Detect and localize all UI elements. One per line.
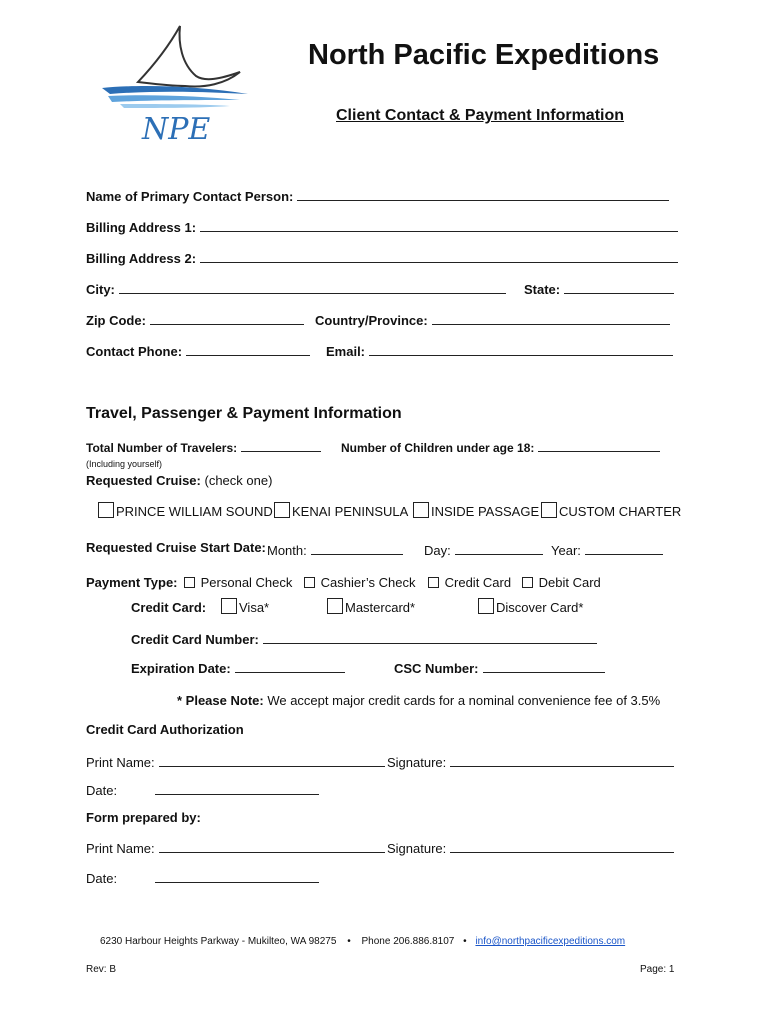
card-number-label: Credit Card Number:	[131, 632, 259, 647]
card-label: Mastercard*	[345, 600, 416, 615]
day-label: Day:	[424, 543, 451, 558]
zip-label: Zip Code:	[86, 313, 146, 328]
expiration-label: Expiration Date:	[131, 661, 231, 676]
checkbox[interactable]	[98, 502, 114, 518]
checkbox[interactable]	[478, 598, 494, 614]
billing1-row	[86, 217, 678, 235]
email-label: Email:	[326, 344, 366, 359]
company-logo	[100, 24, 250, 149]
card-number-row	[131, 629, 597, 647]
prep-date-row	[86, 868, 319, 886]
billing2-row	[86, 248, 678, 266]
checkbox[interactable]	[221, 598, 237, 614]
footer-email-link[interactable]: info@northpacificexpeditions.com	[475, 936, 626, 947]
prep-print-name-field[interactable]	[159, 838, 385, 853]
auth-signature-label: Signature:	[387, 755, 447, 770]
month-label: Month:	[267, 543, 307, 558]
including-note: (Including yourself)	[86, 459, 163, 469]
checkbox[interactable]	[184, 577, 195, 588]
page-number: Page: 1	[640, 964, 675, 975]
fee-note-text: We accept major credit cards for a nominal convenience fee of 3.5%	[267, 693, 661, 708]
year-label: Year:	[551, 543, 581, 558]
primary-contact-field[interactable]	[297, 186, 669, 201]
bullet-icon: •	[463, 936, 467, 947]
month-field[interactable]	[311, 540, 403, 555]
credit-card-label: Credit Card:	[131, 600, 207, 615]
phone-row	[86, 341, 310, 359]
logo-monogram: NPE	[142, 112, 211, 147]
auth-print-name-field[interactable]	[159, 752, 385, 767]
fee-note-bold: * Please Note:	[177, 693, 264, 708]
city-row	[86, 279, 506, 297]
checkbox[interactable]	[522, 577, 533, 588]
payment-option-credit[interactable]	[428, 575, 511, 590]
auth-signature-field[interactable]	[450, 752, 674, 767]
prep-date-label: Date:	[86, 871, 118, 886]
travel-heading: Travel, Passenger & Payment Information	[86, 405, 402, 422]
billing1-label: Billing Address 1:	[86, 220, 197, 235]
revision-label: Rev: B	[86, 964, 117, 975]
fee-note	[177, 693, 660, 708]
cruise-label: INSIDE PASSAGE	[431, 504, 540, 519]
payment-label: Personal Check	[200, 575, 293, 590]
cruise-label: PRINCE WILLIAM SOUND	[116, 504, 273, 519]
requested-cruise-row	[86, 473, 272, 488]
start-date-label: Requested Cruise Start Date:	[86, 540, 266, 555]
email-field[interactable]	[369, 341, 673, 356]
prep-signature-row	[387, 838, 674, 856]
card-option-discover[interactable]	[478, 598, 583, 615]
primary-contact-row	[86, 186, 669, 204]
prepared-heading: Form prepared by:	[86, 810, 201, 825]
card-label: Discover Card*	[496, 600, 584, 615]
auth-date-row	[86, 780, 319, 798]
country-label: Country/Province:	[315, 313, 428, 328]
day-field[interactable]	[455, 540, 543, 555]
csc-field[interactable]	[483, 658, 605, 673]
payment-option-cashiers[interactable]	[304, 575, 416, 590]
payment-option-personal[interactable]	[184, 575, 292, 590]
company-name: North Pacific Expeditions	[308, 39, 660, 71]
payment-type-label: Payment Type:	[86, 575, 178, 590]
zip-field[interactable]	[150, 310, 304, 325]
year-field[interactable]	[585, 540, 663, 555]
state-field[interactable]	[564, 279, 674, 294]
auth-date-label: Date:	[86, 783, 118, 798]
requested-cruise-label: Requested Cruise:	[86, 473, 201, 488]
year-row	[551, 540, 663, 558]
cruise-option-pws[interactable]	[98, 502, 273, 519]
total-travelers-label: Total Number of Travelers:	[86, 441, 238, 455]
city-field[interactable]	[119, 279, 506, 294]
cruise-option-custom[interactable]	[541, 502, 681, 519]
city-label: City:	[86, 282, 115, 297]
day-row	[424, 540, 543, 558]
card-label: Visa*	[239, 600, 270, 615]
billing2-label: Billing Address 2:	[86, 251, 197, 266]
phone-field[interactable]	[186, 341, 310, 356]
cruise-label: CUSTOM CHARTER	[559, 504, 682, 519]
primary-contact-label: Name of Primary Contact Person:	[86, 189, 294, 204]
state-row	[524, 279, 674, 297]
phone-label: Contact Phone:	[86, 344, 183, 359]
auth-date-field[interactable]	[155, 780, 319, 795]
prep-print-name-row	[86, 838, 385, 856]
billing2-field[interactable]	[200, 248, 678, 263]
month-row	[267, 540, 403, 558]
footer-address: 6230 Harbour Heights Parkway - Mukilteo, WA 98275	[100, 936, 337, 947]
requested-cruise-hint: (check one)	[204, 473, 273, 488]
zip-row	[86, 310, 304, 328]
children-row	[341, 439, 660, 455]
country-row	[315, 310, 670, 328]
prep-print-name-label: Print Name:	[86, 841, 155, 856]
checkbox[interactable]	[304, 577, 315, 588]
cruise-option-kenai[interactable]	[274, 502, 408, 519]
checkbox[interactable]	[428, 577, 439, 588]
payment-label: Debit Card	[538, 575, 601, 590]
checkbox[interactable]	[541, 502, 557, 518]
billing1-field[interactable]	[200, 217, 678, 232]
csc-label: CSC Number:	[394, 661, 479, 676]
form-subtitle: Client Contact & Payment Information	[336, 107, 625, 124]
footer-phone: Phone 206.886.8107	[361, 936, 455, 947]
email-row	[326, 341, 673, 359]
prep-date-field[interactable]	[155, 868, 319, 883]
prep-signature-label: Signature:	[387, 841, 447, 856]
children-label: Number of Children under age 18:	[341, 441, 535, 455]
cruise-label: KENAI PENINSULA	[292, 504, 409, 519]
payment-label: Credit Card	[444, 575, 512, 590]
auth-print-name-row	[86, 752, 385, 770]
card-number-field[interactable]	[263, 629, 597, 644]
csc-row	[394, 658, 605, 676]
card-option-visa[interactable]	[221, 598, 269, 615]
bullet-icon: •	[347, 936, 351, 947]
total-travelers-row	[86, 439, 321, 455]
authorization-heading: Credit Card Authorization	[86, 722, 244, 737]
checkbox[interactable]	[327, 598, 343, 614]
total-travelers-field[interactable]	[241, 439, 321, 452]
payment-label: Cashier’s Check	[320, 575, 416, 590]
state-label: State:	[524, 282, 561, 297]
card-option-mastercard[interactable]	[327, 598, 415, 615]
children-field[interactable]	[538, 439, 660, 452]
cruise-option-inside[interactable]	[413, 502, 539, 519]
payment-option-debit[interactable]	[522, 575, 601, 590]
expiration-field[interactable]	[235, 658, 345, 673]
prep-signature-field[interactable]	[450, 838, 674, 853]
auth-signature-row	[387, 752, 674, 770]
checkbox[interactable]	[413, 502, 429, 518]
footer-contact	[100, 936, 625, 947]
country-field[interactable]	[432, 310, 670, 325]
expiration-row	[131, 658, 345, 676]
auth-print-name-label: Print Name:	[86, 755, 155, 770]
checkbox[interactable]	[274, 502, 290, 518]
